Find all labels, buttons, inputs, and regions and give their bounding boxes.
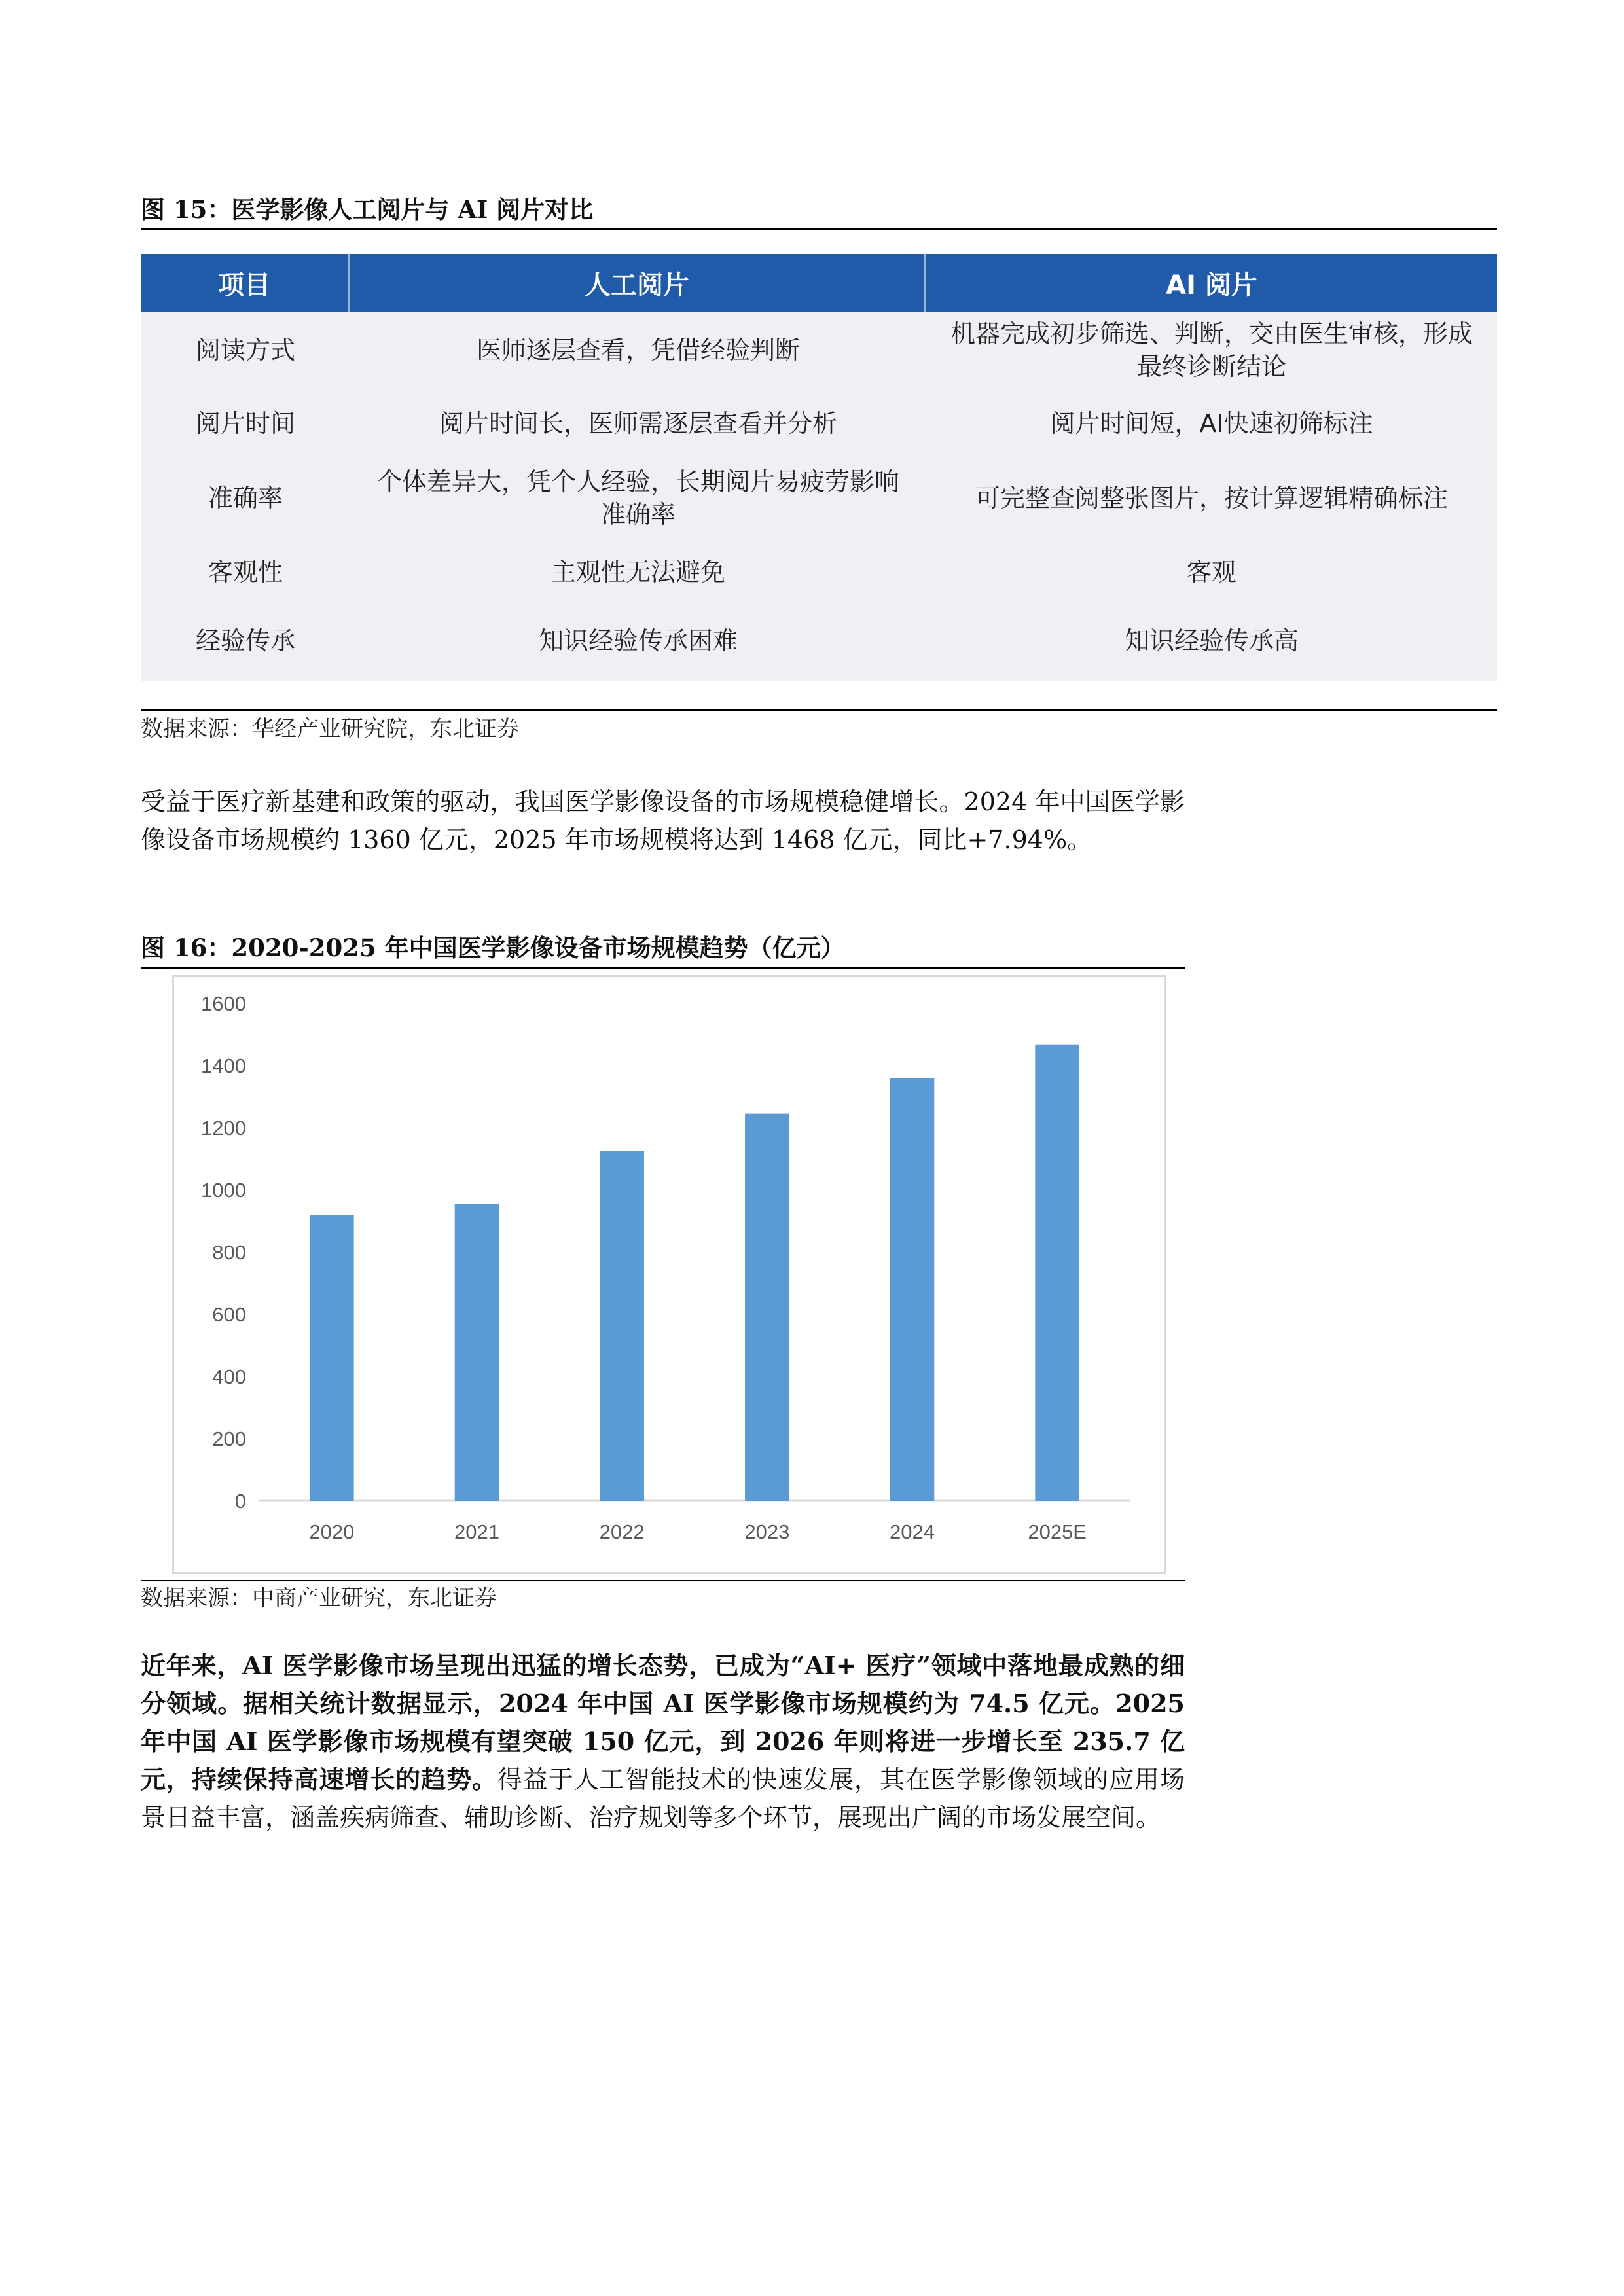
- row-item: 准确率: [208, 484, 283, 512]
- x-tick-label: 2021: [454, 1520, 499, 1543]
- figure-16-top-rule: [141, 967, 1185, 969]
- row-item: 阅片时间: [195, 409, 295, 438]
- bar-2025E: [1035, 1045, 1079, 1501]
- y-tick-label: 800: [212, 1241, 246, 1264]
- table-row: [141, 314, 1497, 386]
- bar-2023: [745, 1114, 789, 1501]
- row-item: 阅读方式: [195, 336, 295, 365]
- row-manual: 知识经验传承困难: [538, 626, 738, 655]
- row-manual: 阅片时间长，医师需逐层查看并分析: [439, 409, 837, 438]
- row-manual: 医师逐层查看，凭借经验判断: [476, 336, 800, 365]
- bar-chart: [174, 977, 1164, 1572]
- y-tick-label: 1000: [201, 1179, 246, 1202]
- bar-2022: [600, 1151, 644, 1501]
- paragraph-ai-imaging-market: [141, 1647, 1185, 1837]
- row-item: 经验传承: [195, 626, 295, 655]
- figure-16-source: 数据来源：中商产业研究，东北证券: [141, 1585, 497, 1611]
- figure-16-title: 图 16：2020-2025 年中国医学影像设备市场规模趋势（亿元）: [141, 933, 845, 962]
- x-tick-label: 2022: [599, 1520, 645, 1543]
- x-tick-label: 2020: [309, 1520, 355, 1543]
- table-row: [141, 461, 1497, 535]
- figure-15-source: 数据来源：华经产业研究院，东北证券: [141, 716, 519, 742]
- row-ai: 知识经验传承高: [1124, 626, 1299, 655]
- table-row: [141, 609, 1497, 673]
- table-header: [141, 254, 1497, 312]
- bar-chart-container: [172, 975, 1166, 1574]
- y-tick-label: 1200: [201, 1117, 246, 1139]
- y-tick-label: 200: [212, 1427, 246, 1450]
- header-item: 项目: [141, 254, 350, 312]
- row-ai: 客观: [1186, 558, 1236, 586]
- y-tick-label: 400: [212, 1365, 246, 1388]
- paragraph-market-growth: 受益于医疗新基建和政策的驱动，我国医学影像设备的市场规模稳健增长。2024 年中国医学影像设备市场规模约 1360 亿元，2025 年市场规模将达到 1468 亿元，同比+7.94%。: [141, 787, 1185, 854]
- row-ai: 阅片时间短，AI快速初筛标注: [1050, 409, 1373, 438]
- figure-16-bottom-rule: [141, 1580, 1185, 1581]
- y-tick-label: 0: [234, 1490, 246, 1513]
- y-tick-label: 1600: [201, 992, 246, 1015]
- row-item: 客观性: [208, 558, 283, 586]
- row-manual: 主观性无法避免: [550, 558, 725, 586]
- bar-2021: [455, 1204, 499, 1501]
- header-manual-reading: 人工阅片: [350, 254, 926, 312]
- row-ai: 机器完成初步筛选、判断，交由医生审核，形成最终诊断结论: [950, 319, 1473, 381]
- table-body: [141, 312, 1497, 681]
- table-row: [141, 386, 1497, 461]
- comparison-table: [141, 254, 1497, 681]
- figure-15-title: 图 15：医学影像人工阅片与 AI 阅片对比: [141, 195, 594, 224]
- row-ai: 可完整查阅整张图片，按计算逻辑精确标注: [975, 484, 1448, 512]
- x-tick-label: 2023: [744, 1520, 790, 1543]
- bar-2020: [310, 1215, 354, 1501]
- x-tick-label: 2025E: [1028, 1520, 1087, 1543]
- figure-15-bottom-rule: [141, 709, 1497, 711]
- paragraph-ai-imaging-market-normal: 得益于人工智能技术的快速发展，其在医学影像领域的应用场景日益丰富，涵盖疾病筛查、辅助诊断、治疗规划等多个环节，展现出广阔的市场发展空间。: [141, 1765, 1185, 1832]
- table-row: [141, 535, 1497, 609]
- y-tick-label: 600: [212, 1303, 246, 1326]
- row-manual: 个体差异大，凭个人经验，长期阅片易疲劳影响准确率: [376, 467, 899, 529]
- x-tick-label: 2024: [890, 1520, 935, 1543]
- paragraph-ai-imaging-market-bold: 近年来，AI 医学影像市场呈现出迅猛的增长态势，已成为“AI+ 医疗”领域中落地最成熟的细分领域。据相关统计数据显示，2024 年中国 AI 医学影像市场规模约为 74.5 亿元。2025 年中国 AI 医学影像市场规模有望突破 150 亿元，到 2026 年则将进一步增长至 235.7 亿元，持续保持高速增长的趋势。: [141, 1651, 1185, 1794]
- y-tick-label: 1400: [201, 1054, 246, 1077]
- figure-15-top-rule: [141, 228, 1497, 230]
- header-ai-reading: AI 阅片: [1166, 270, 1257, 300]
- bar-2024: [890, 1078, 935, 1501]
